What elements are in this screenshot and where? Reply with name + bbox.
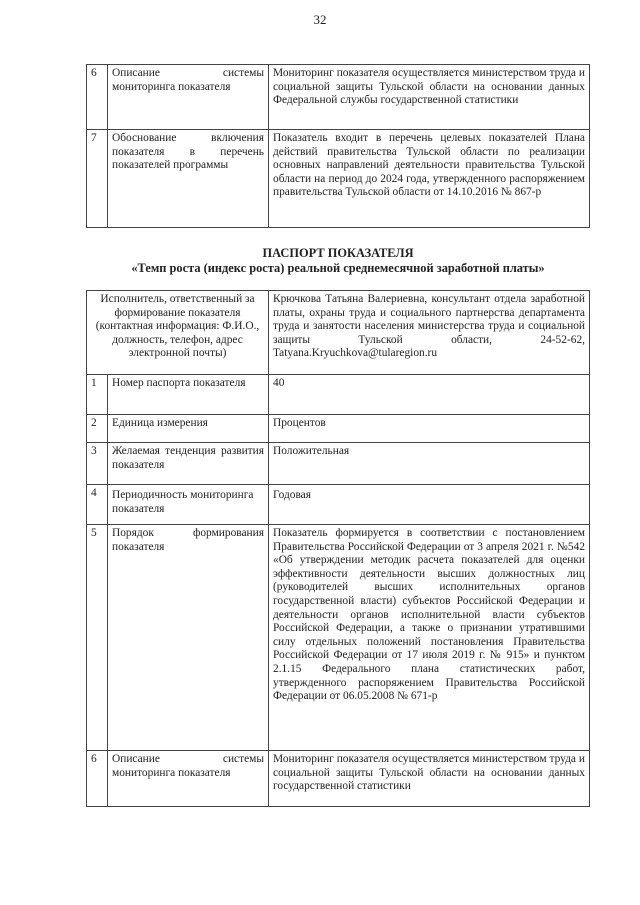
row-number: 6 [87,751,108,807]
table-row [87,375,590,415]
row-label: Номер паспорта показателя [108,375,269,415]
row-value: Положительная [269,443,590,485]
row-number: 4 [87,485,108,525]
row-value: Годовая [269,485,590,525]
row-label: Порядок формирования показателя [108,525,269,751]
table-row-executor [87,291,590,375]
table-row [87,751,590,807]
row-number: 1 [87,375,108,415]
table-row [87,130,590,228]
row-number: 6 [87,65,108,130]
row-label: Периодичность мониторинга показателя [108,485,269,525]
passport-title: ПАСПОРТ ПОКАЗАТЕЛЯ [262,246,414,260]
row-label: Описание системы мониторинга показателя [108,65,269,130]
row-value: Показатель формируется в соответствии с постановлением Правительства Российской Федерации от 3 апреля 2021 г. №542 «Об утверждении методик расчета показателей для оценки эффективности деятельности высших должностных лиц (руководителей высших исполнительных органов государственной власти) субъектов Российской Федерации и деятельности органов исполнительной власти субъектов Российской Федерации, а также о признании утратившими силу отдельных положений постановления Правительства Российской Федерации от 17 июля 2019 г. № 915» и пунктом 2.1.15 Федерального плана статистических работ, утвержденного распоряжением Правительства Российской Федерации от 06.05.2008 № 671-р [269,525,590,751]
row-value: 40 [269,375,590,415]
page-number: 32 [313,12,327,27]
passport-subtitle: «Темп роста (индекс роста) реальной среднемесячной заработной платы» [131,261,545,275]
passport-heading [86,246,590,276]
row-value: Мониторинг показателя осуществляется министерством труда и социальной защиты Тульской области на основании данных Федеральной службы государственной статистики [269,65,590,130]
row-label: Желаемая тенденция развития показателя [108,443,269,485]
row-number: 7 [87,130,108,228]
row-value: Мониторинг показателя осуществляется министерством труда и социальной защиты Тульской области на основании данных государственной статистики [269,751,590,807]
row-label: Единица измерения [108,415,269,443]
row-label: Описание системы мониторинга показателя [108,751,269,807]
executor-value: Крючкова Татьяна Валериевна, консультант отдела заработной платы, охраны труда и социального партнерства департамента труда и занятости населения министерства труда и социальной защиты Тульской области, 24-52-62, Tatyana.Kryuchkova@tularegion.ru [269,291,590,375]
row-number: 5 [87,525,108,751]
table-row [87,485,590,525]
row-label: Обоснование включения показателя в перечень показателей программы [108,130,269,228]
table-row [87,415,590,443]
row-number: 3 [87,443,108,485]
executor-label: Исполнитель, ответственный за формирование показателя (контактная информация: Ф.И.О., должность, телефон, адрес электронной почты) [87,291,269,375]
table-row [87,525,590,751]
table-row [87,65,590,130]
row-number: 2 [87,415,108,443]
table-row [87,443,590,485]
row-value: Показатель входит в перечень целевых показателей Плана действий правительства Тульской области по реализации основных направлений деятельности правительства Тульской области на период до 2024 года, утвержденного распоряжением правительства Тульской области от 14.10.2016 № 867-р [269,130,590,228]
row-value: Процентов [269,415,590,443]
passport-table [86,290,590,807]
indicator-table-continued [86,64,590,228]
